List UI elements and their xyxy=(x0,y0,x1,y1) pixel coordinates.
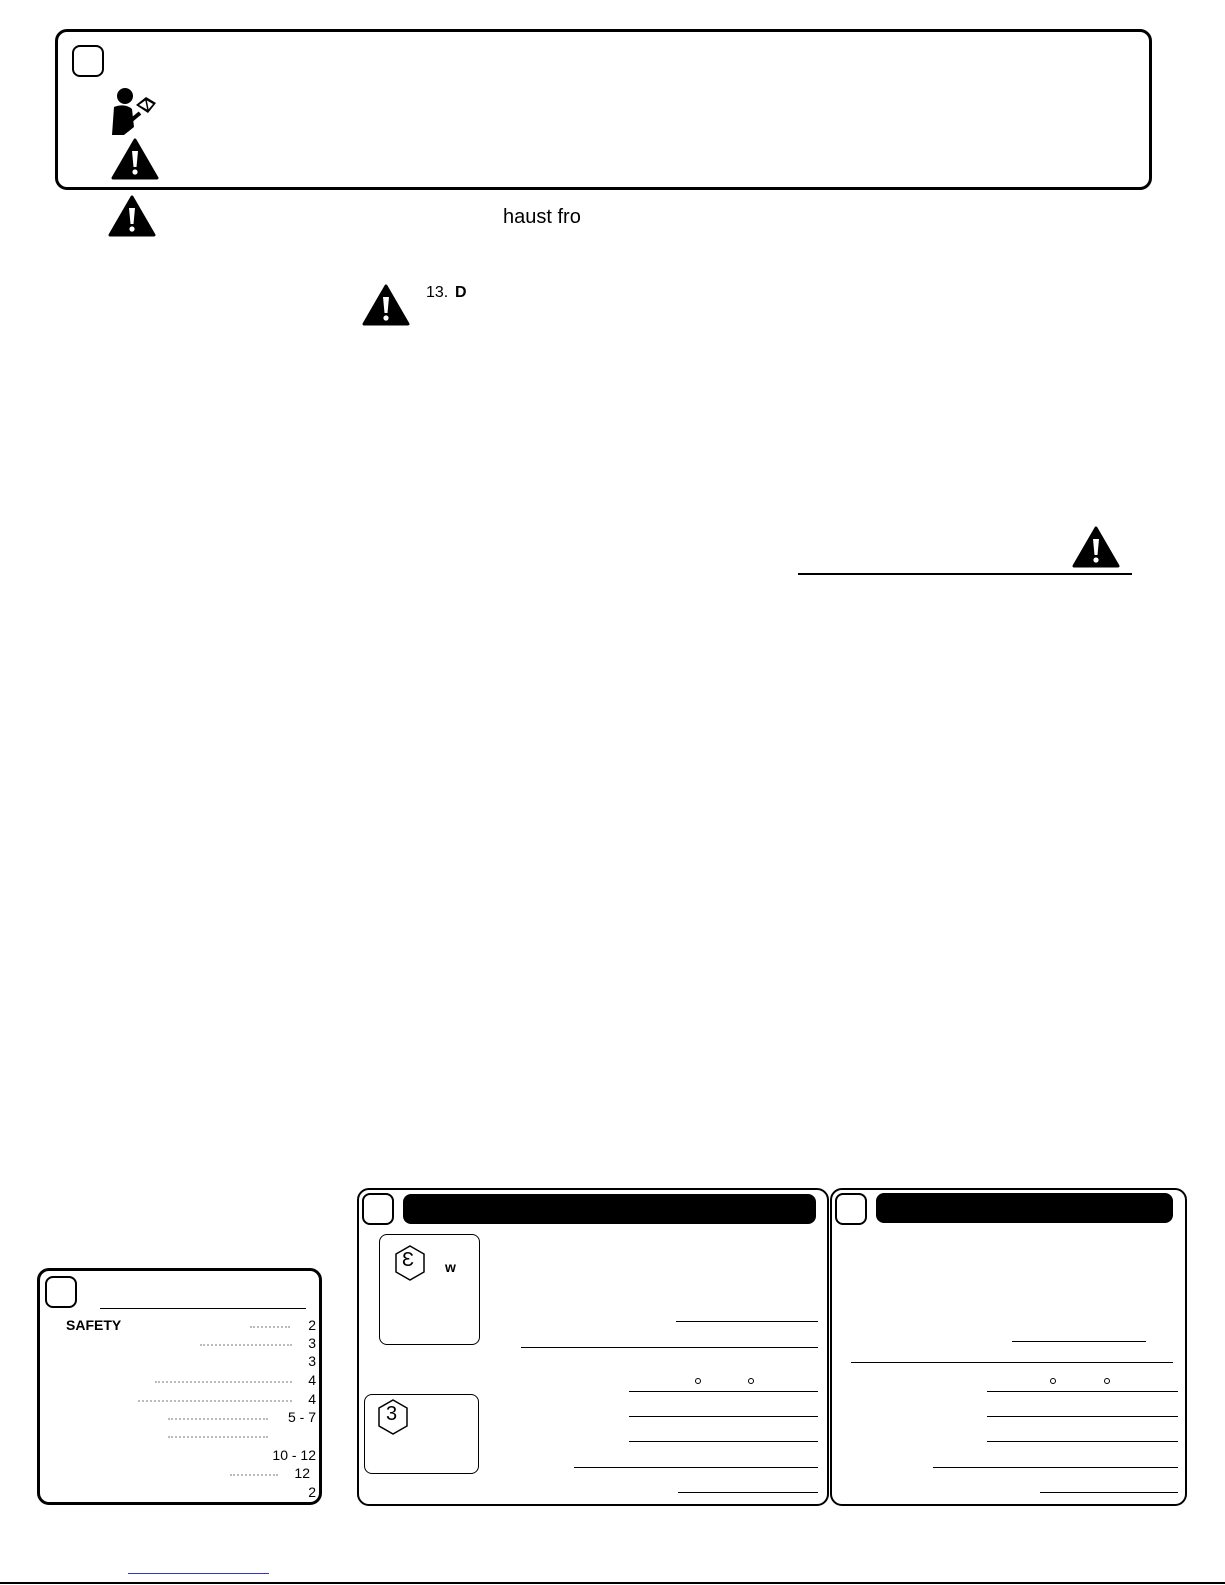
toc-page: 5 - 7 xyxy=(287,1409,316,1425)
list-item[interactable] xyxy=(40,1372,316,1390)
list-item[interactable] xyxy=(40,1484,316,1502)
toc-page: 4 xyxy=(308,1391,316,1407)
toc-title-underline xyxy=(100,1308,306,1309)
badge-bottom-symbol: 3 xyxy=(386,1403,398,1425)
toc-label: SAFETY xyxy=(66,1317,122,1333)
warning-triangle-icon xyxy=(362,283,410,327)
list-item[interactable] xyxy=(40,1465,316,1483)
panel-heading-bar xyxy=(876,1193,1173,1223)
degree-symbol xyxy=(1050,1378,1056,1384)
panel-heading-bar xyxy=(403,1194,816,1224)
exhaust-text-fragment: haust fro xyxy=(503,206,581,228)
toc-page: 2 xyxy=(308,1317,316,1333)
list-item[interactable] xyxy=(40,1317,316,1335)
list-item[interactable] xyxy=(40,1353,316,1371)
spec-underline xyxy=(574,1467,818,1468)
section-tab xyxy=(835,1193,867,1225)
section-underline xyxy=(798,573,1132,575)
table-of-contents-box xyxy=(37,1268,322,1505)
spec-underline xyxy=(1012,1341,1146,1342)
list-item[interactable] xyxy=(40,1427,316,1445)
spec-underline xyxy=(933,1467,1178,1468)
badge-top-suffix: w xyxy=(445,1259,456,1275)
toc-page: 3 xyxy=(308,1335,316,1351)
degree-symbol xyxy=(748,1378,754,1384)
toc-page: 12 xyxy=(294,1465,310,1481)
spec-underline xyxy=(851,1362,1173,1363)
spec-underline xyxy=(987,1416,1178,1417)
section-tab xyxy=(45,1276,77,1308)
badge-top-symbol: Ɛ xyxy=(402,1249,415,1271)
badge-box-top xyxy=(379,1234,480,1345)
spec-underline xyxy=(678,1492,818,1493)
toc-page: 2 xyxy=(308,1484,316,1500)
spec-underline xyxy=(629,1416,818,1417)
toc-list xyxy=(40,1317,316,1503)
badge-box-bottom xyxy=(364,1394,479,1474)
spec-underline xyxy=(676,1321,818,1322)
list-item[interactable] xyxy=(40,1447,316,1465)
spec-panel-right xyxy=(830,1188,1187,1506)
list-item[interactable] xyxy=(40,1391,316,1409)
spec-underline xyxy=(629,1391,818,1392)
safety-header-box xyxy=(55,29,1152,190)
toc-page: 3 xyxy=(308,1353,316,1369)
item-13-letter: D xyxy=(455,284,467,301)
section-tab xyxy=(72,45,104,77)
footer-link-underline[interactable] xyxy=(128,1573,269,1574)
spec-underline xyxy=(987,1391,1178,1392)
person-reading-manual-icon xyxy=(108,87,166,137)
list-item[interactable] xyxy=(40,1409,316,1427)
spec-underline xyxy=(629,1441,818,1442)
spec-underline xyxy=(521,1347,818,1348)
toc-page: 10 - 12 xyxy=(272,1447,316,1463)
degree-symbol xyxy=(1104,1378,1110,1384)
spec-underline xyxy=(1040,1492,1178,1493)
spec-panel-left xyxy=(357,1188,829,1506)
footer-rule xyxy=(0,1582,1225,1584)
warning-triangle-icon xyxy=(111,137,159,181)
spec-underline xyxy=(987,1441,1178,1442)
toc-page: 4 xyxy=(308,1372,316,1388)
list-item[interactable] xyxy=(40,1335,316,1353)
item-13-number: 13. xyxy=(426,284,449,301)
warning-triangle-icon xyxy=(1072,525,1120,569)
warning-triangle-icon xyxy=(108,194,156,238)
section-tab xyxy=(362,1193,394,1225)
degree-symbol xyxy=(695,1378,701,1384)
